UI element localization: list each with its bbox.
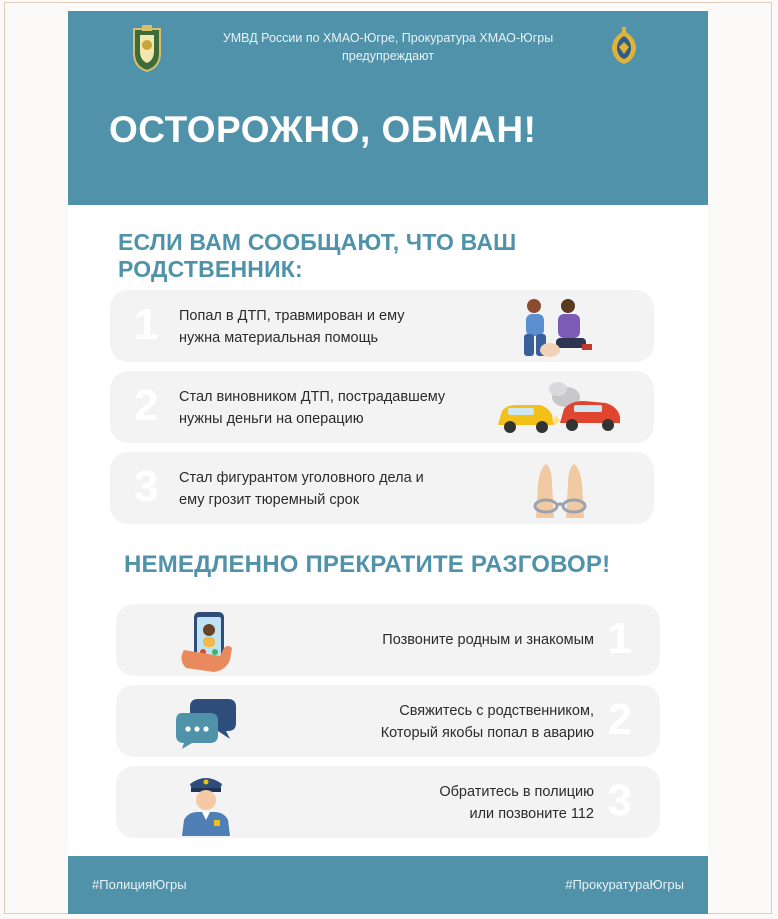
card-text — [179, 305, 405, 349]
police-officer-icon — [176, 770, 236, 836]
chat-bubbles-icon — [174, 695, 238, 751]
section1-title-line2: РОДСТВЕННИК: — [118, 256, 303, 282]
action-card-1 — [116, 604, 660, 676]
card-text — [439, 781, 594, 825]
phone-call-icon — [174, 610, 244, 674]
section1-title-line1: ЕСЛИ ВАМ СООБЩАЮТ, ЧТО ВАШ — [118, 229, 517, 255]
footer-right-hashtag: #ПрокуратураЮгры — [565, 877, 684, 892]
header-org-line2: предупреждают — [342, 49, 434, 63]
prosecutor-emblem-icon — [606, 27, 642, 67]
card-text — [382, 629, 594, 651]
card-text-line2: ему грозит тюремный срок — [179, 492, 360, 508]
card-text-line2: Который якобы попал в аварию — [380, 725, 594, 741]
card-text-line1: Обратитесь в полицию — [439, 784, 594, 800]
card-text — [381, 700, 594, 744]
card-text-line2: или позвоните 112 — [469, 806, 594, 822]
card-text-line1: Попал в ДТП, травмирован и ему — [179, 308, 405, 324]
action-card-2 — [116, 685, 660, 757]
card-text-line1: Позвоните родным и знакомым — [382, 632, 594, 648]
card-text-line1: Свяжитесь с родственником, — [399, 703, 594, 719]
card-number: 1 — [607, 614, 632, 663]
card-number: 3 — [607, 776, 632, 825]
card-text-line1: Стал виновником ДТП, пострадавшему — [179, 389, 446, 405]
police-emblem-icon — [130, 23, 164, 73]
risk-card-1 — [110, 290, 654, 362]
poster — [68, 11, 708, 914]
injured-people-icon — [502, 294, 602, 360]
header-org-line1: УМВД России по ХМАО-Югре, Прокуратура ХМАО-Югры — [222, 31, 554, 45]
card-text — [179, 386, 445, 430]
section1-title — [118, 229, 516, 283]
card-text-line1: Стал фигурантом уголовного дела и — [179, 470, 424, 486]
card-number: 1 — [134, 300, 159, 349]
card-text-line2: нужна материальная помощь — [179, 330, 379, 346]
card-number: 2 — [607, 695, 632, 744]
footer — [68, 856, 708, 914]
action-card-3 — [116, 766, 660, 838]
header-organizations — [188, 29, 588, 65]
risk-card-3 — [110, 452, 654, 524]
card-number: 3 — [134, 462, 159, 511]
risk-card-2 — [110, 371, 654, 443]
page-title: ОСТОРОЖНО, ОБМАН! — [109, 109, 537, 150]
card-text — [179, 467, 424, 511]
card-number: 2 — [134, 381, 159, 430]
footer-left-hashtag: #ПолицияЮгры — [92, 877, 187, 892]
handcuffs-icon — [528, 458, 592, 524]
car-crash-icon — [494, 381, 624, 437]
header — [68, 11, 708, 205]
card-text-line2: нужны деньги на операцию — [179, 411, 364, 427]
section2-title: НЕМЕДЛЕННО ПРЕКРАТИТЕ РАЗГОВОР! — [124, 551, 611, 578]
